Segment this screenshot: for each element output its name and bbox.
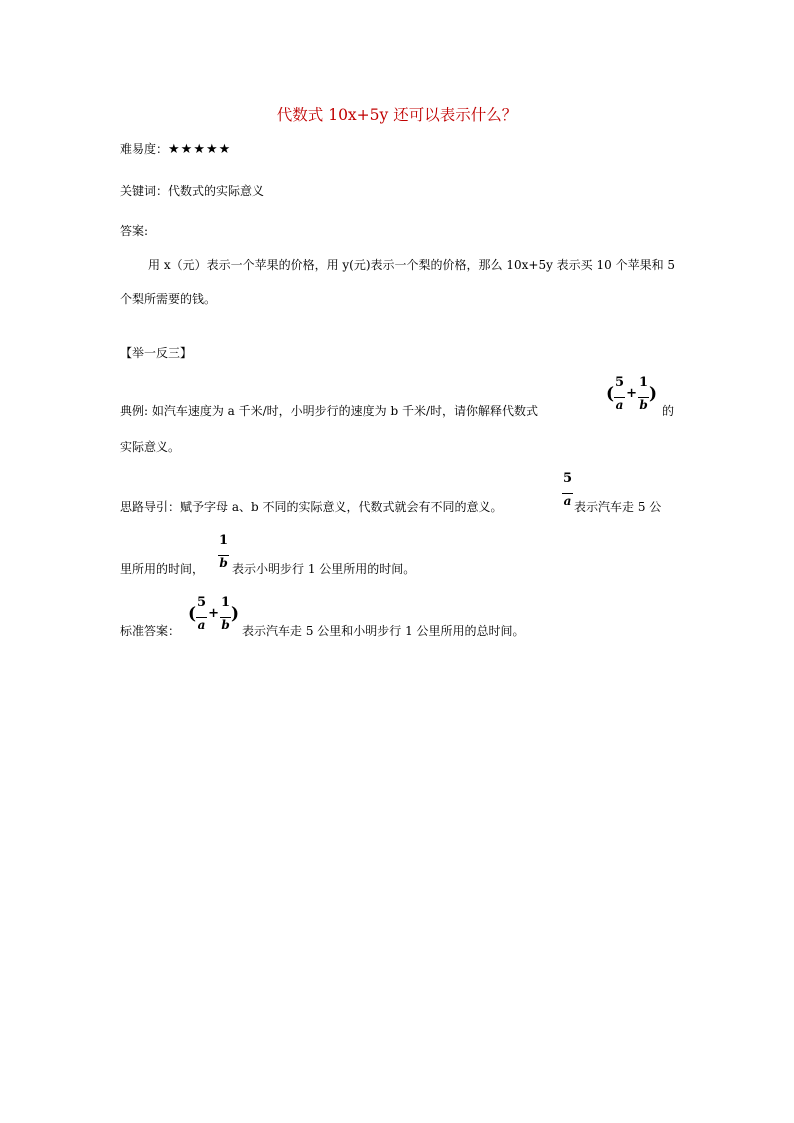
example-line2: 实际意义。 (120, 440, 181, 454)
denominator: a (615, 398, 624, 412)
fraction-1-over-b (638, 376, 649, 411)
denominator: b (639, 398, 648, 412)
section-heading: 【举一反三】 (120, 346, 193, 360)
keywords-value: 代数式的实际意义 (168, 184, 265, 198)
numerator: 1 (218, 534, 229, 556)
close-paren: ) (231, 603, 240, 624)
hint-part1: 表示汽车走 5 公 (574, 500, 662, 514)
hint-fraction-1-over-b (218, 534, 229, 569)
numerator: 5 (614, 376, 625, 398)
keywords-label: 关键词： (120, 184, 169, 198)
plus-sign: + (626, 386, 637, 401)
standard-label: 标准答案： (120, 624, 181, 638)
answer-label: 答案: (120, 224, 149, 238)
denominator: a (197, 618, 206, 632)
open-paren: ( (606, 383, 615, 404)
plus-sign: + (208, 606, 219, 621)
difficulty-stars: ★★★★★ (168, 142, 232, 157)
fraction-5-over-a (614, 376, 625, 411)
denominator: b (221, 618, 230, 632)
numerator: 5 (562, 472, 573, 494)
hint-part2: 表示小明步行 1 公里所用的时间。 (232, 562, 416, 576)
close-paren: ) (649, 383, 658, 404)
keywords-row (120, 182, 264, 200)
hint-prefix: 思路导引：赋予字母 a、b 不同的实际意义，代数式就会有不同的意义。 (120, 500, 503, 514)
fraction-1-over-b (220, 596, 231, 631)
example-expression (606, 376, 657, 411)
example-line (120, 402, 538, 420)
numerator: 1 (638, 376, 649, 398)
numerator: 5 (196, 596, 207, 618)
answer-text: 用 x（元）表示一个苹果的价格，用 y(元)表示一个梨的价格，那么 10x+5y 表示买 10 个苹果和 5 个梨所需要的钱。 (120, 258, 676, 306)
denominator: b (219, 556, 228, 570)
standard-text: 表示汽车走 5 公里和小明步行 1 公里所用的总时间。 (242, 624, 525, 638)
open-paren: ( (188, 603, 197, 624)
hint-line2-prefix: 里所用的时间， (120, 562, 205, 576)
difficulty-row (120, 140, 231, 159)
example-suffix: 的 (662, 404, 675, 418)
fraction-5-over-a (196, 596, 207, 631)
example-prefix: 典例: 如汽车速度为 a 千米/时，小明步行的速度为 b 千米/时，请你解释代数式 (120, 404, 539, 418)
denominator: a (563, 494, 572, 508)
page-title: 代数式 10x+5y 还可以表示什么？ (276, 106, 518, 124)
standard-expression (188, 596, 239, 631)
numerator: 1 (220, 596, 231, 618)
hint-fraction-5-over-a (562, 472, 573, 507)
difficulty-label: 难易度： (120, 142, 169, 156)
